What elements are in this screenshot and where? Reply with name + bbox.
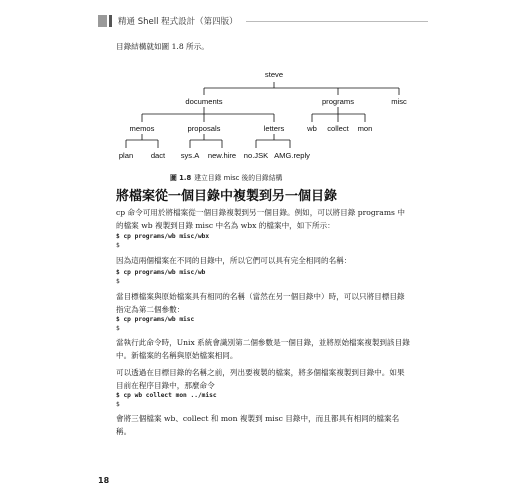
paragraph	[116, 412, 412, 438]
intro-text: 目錄結構就如圖 1.8 所示。	[116, 42, 209, 51]
node-collect: collect	[327, 124, 349, 133]
paragraph	[116, 366, 412, 392]
book-title: 精通 Shell 程式設計（第四版）	[118, 17, 238, 27]
section-title: 將檔案從一個目錄中複製到另一個目錄	[116, 189, 338, 204]
node-new-hire: new.hire	[207, 151, 237, 160]
node-memos: memos	[129, 124, 155, 133]
node-no-jsk: no.JSK	[243, 151, 269, 160]
node-letters: letters	[263, 124, 285, 133]
paragraph	[116, 206, 412, 232]
code-command: $ cp programs/wb misc/wbx	[116, 233, 210, 240]
code-prompt: $	[116, 278, 120, 285]
figure-number: 圖 1.8	[170, 174, 192, 182]
code-command: $ cp wb collect mon ../misc	[116, 392, 217, 399]
paragraph-text: cp 命令可用於將檔案從一個目錄複製到另一個目錄。例如，可以將目錄 programs 中的檔案 wb 複製到目錄 misc 中名為 wbx 的檔案中，如下所示：	[116, 208, 405, 230]
code-command: $ cp programs/wb misc	[116, 316, 195, 323]
node-wb: wb	[307, 124, 317, 133]
paragraph-text: 會將三個檔案 wb、collect 和 mon 複製到 misc 目錄中，而且都具有相同的檔案名稱。	[116, 414, 400, 436]
paragraph-text: 當執行此命令時，Unix 系統會識別第二個參數是一個目錄，並將原始檔案複製到該目錄中。新檔案的名稱與原始檔案相同。	[116, 338, 410, 360]
node-steve: steve	[264, 70, 284, 79]
figure-caption	[170, 172, 282, 182]
node-sys-a: sys.A	[180, 151, 200, 160]
code-block	[116, 391, 412, 409]
tree-lines	[126, 82, 399, 148]
paragraph	[116, 290, 412, 316]
header-rule	[246, 21, 428, 22]
page-number: 18	[98, 476, 110, 485]
code-block	[116, 232, 412, 250]
paragraph-text: 因為這兩個檔案在不同的目錄中，所以它們可以具有完全相同的名稱：	[116, 256, 352, 265]
paragraph	[116, 336, 412, 362]
paragraph-text: 當目標檔案與原始檔案具有相同的名稱（當然在另一個目錄中）時，可以只將目標目錄指定為第二個參數：	[116, 292, 405, 314]
directory-tree-figure	[112, 62, 412, 170]
node-plan: plan	[118, 151, 134, 160]
paragraph-text: 可以透過在目標目錄的名稱之前，列出要複製的檔案，將多個檔案複製到目錄中。如果目前在程序目錄中，那麼命令	[116, 368, 405, 390]
code-block	[116, 315, 412, 333]
code-prompt: $	[116, 401, 120, 408]
figure-caption-text: 建立目錄 misc 後的目錄結構	[194, 174, 283, 182]
node-documents: documents	[185, 97, 223, 106]
node-misc: misc	[391, 97, 407, 106]
header-marker	[98, 15, 107, 27]
header-marker-thin	[109, 15, 112, 27]
code-block	[116, 268, 412, 286]
node-proposals: proposals	[187, 124, 221, 133]
code-command: $ cp programs/wb misc/wb	[116, 269, 206, 276]
node-amg-reply: AMG.reply	[274, 151, 310, 160]
code-prompt: $	[116, 242, 120, 249]
running-header	[98, 14, 428, 28]
code-prompt: $	[116, 325, 120, 332]
node-dact: dact	[150, 151, 166, 160]
node-programs: programs	[321, 97, 355, 106]
paragraph	[116, 254, 412, 267]
node-mon: mon	[357, 124, 373, 133]
